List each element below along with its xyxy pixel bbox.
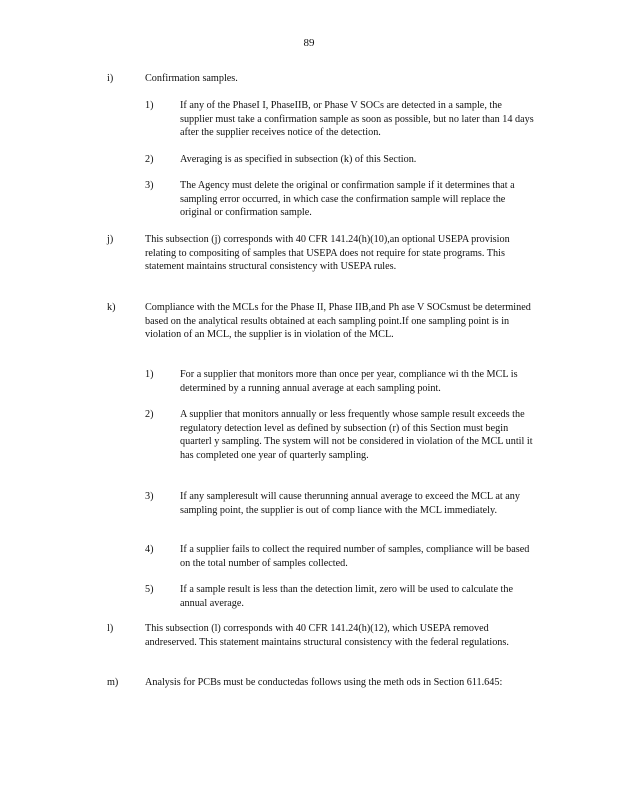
subsection-text: For a supplier that monitors more than once per year, compliance wi th the MCL is determined by a running annual average at each sampling point.	[180, 369, 518, 394]
section-text: Analysis for PCBs must be conductedas follows using the meth ods in Section 611.645:	[145, 677, 503, 688]
subsection-text: The Agency must delete the original or confirmation sample if it determines that a sampling error occurred, in which case the confirmation sample will replace the original or confirmation sample.	[180, 180, 515, 219]
subsection-text: If a supplier fails to collect the required number of samples, compliance will be based on the total number of samples collected.	[180, 544, 530, 569]
subsection-label: 3)	[145, 491, 154, 502]
section-label: j)	[107, 234, 114, 245]
section-text: This subsection (l) corresponds with 40 CFR 141.24(h)(12), which USEPA removed andreserved. This statement maintains structural consistency with the federal regulations.	[145, 623, 509, 648]
subsection-text: A supplier that monitors annually or less frequently whose sample result exceeds the regulatory detection level as defined by subsection (r) of this Section must begin quarterl y sampling. The system will not be considered in violation of the MCL until it has completed one year of quarterly sampling.	[180, 409, 533, 461]
subsection-label: 4)	[145, 544, 154, 555]
subsection-text: If a sample result is less than the detection limit, zero will be used to calculate the annual average.	[180, 584, 513, 609]
page-number: 89	[303, 37, 315, 49]
subsection-text: If any of the PhaseI I, PhaseIIB, or Phase V SOCs are detected in a sample, the supplier must take a confirmation sample as soon as possible, but no later than 14 days after the supplier receives notice of the detection.	[180, 100, 534, 139]
subsection-label: 5)	[145, 584, 154, 595]
subsection-text: If any sampleresult will cause therunning annual average to exceed the MCL at any sampling point, the supplier is out of comp liance with the MCL immediately.	[180, 491, 520, 516]
section-text: Confirmation samples.	[145, 73, 238, 84]
section-text: This subsection (j) corresponds with 40 CFR 141.24(h)(10),an optional USEPA provision relating to compositing of samples that USEPA does not require for state programs. This statement maintains structural consistency with USEPA rules.	[145, 234, 510, 273]
subsection-text: Averaging is as specified in subsection (k) of this Section.	[180, 154, 417, 165]
subsection-label: 1)	[145, 369, 154, 380]
section-label: i)	[107, 73, 114, 84]
section-label: l)	[107, 623, 114, 634]
subsection-label: 3)	[145, 180, 154, 191]
section-text: Compliance with the MCLs for the Phase II, Phase IIB,and Ph ase V SOCsmust be determined based on the analytical results obtained at each sampling point.If one sampling point is in violation of an MCL, the supplier is in violation of the MCL.	[145, 302, 531, 341]
section-label: m)	[107, 677, 119, 688]
section-label: k)	[107, 302, 116, 313]
subsection-label: 2)	[145, 409, 154, 420]
subsection-label: 2)	[145, 154, 154, 165]
subsection-label: 1)	[145, 100, 154, 111]
